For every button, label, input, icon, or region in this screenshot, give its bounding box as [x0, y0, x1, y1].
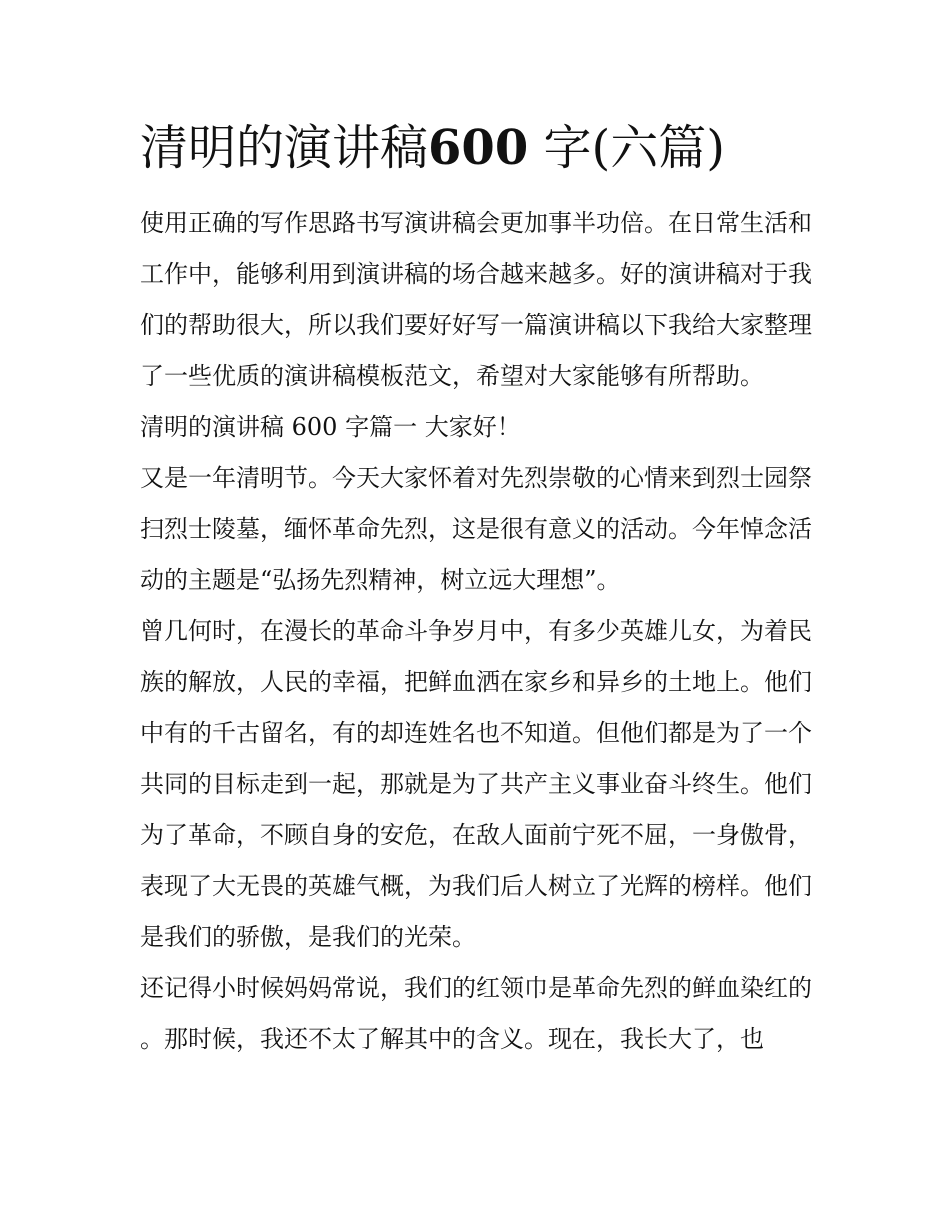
title-number: 600 — [428, 120, 529, 176]
document-body — [140, 198, 812, 1065]
document-title — [140, 118, 820, 178]
title-text-part1: 清明的演讲稿 — [140, 120, 429, 176]
paragraph-qingming: 又是一年清明节。今天大家怀着对先烈崇敬的心情来到烈士园祭扫烈士陵墓，缅怀革命先烈，这是很有意义的活动。今年悼念活动的主题是“弘扬先烈精神，树立远大理想”。 — [140, 464, 812, 594]
paragraph-heroes: 曾几何时，在漫长的革命斗争岁月中，有多少英雄儿女，为着民族的解放，人民的幸福，把鲜血洒在家乡和异乡的土地上。他们中有的千古留名，有的却连姓名也不知道。但他们都是为了一个共同的目标走到一起，那就是为了共产主义事业奋斗终生。他们为了革命，不顾自身的安危，在敌人面前宁死不屈，一身傲骨，表现了大无畏的英雄气概，为我们后人树立了光辉的榜样。他们是我们的骄傲，是我们的光荣。 — [140, 617, 812, 951]
paragraph-intro: 使用正确的写作思路书写演讲稿会更加事半功倍。在日常生活和工作中，能够利用到演讲稿的场合越来越多。好的演讲稿对于我们的帮助很大，所以我们要好好写一篇演讲稿以下我给大家整理了一些优质的演讲稿模板范文，希望对大家能够有所帮助。 — [140, 209, 812, 390]
paragraph-red-scarf: 还记得小时候妈妈常说，我们的红领巾是革命先烈的鲜血染红的。那时候，我还不太了解其中的含义。现在，我长大了，也 — [140, 974, 812, 1053]
title-text-part2: 字(六篇) — [543, 120, 725, 176]
paragraph-section-heading: 清明的演讲稿 600 字篇一 大家好！ — [140, 413, 521, 441]
